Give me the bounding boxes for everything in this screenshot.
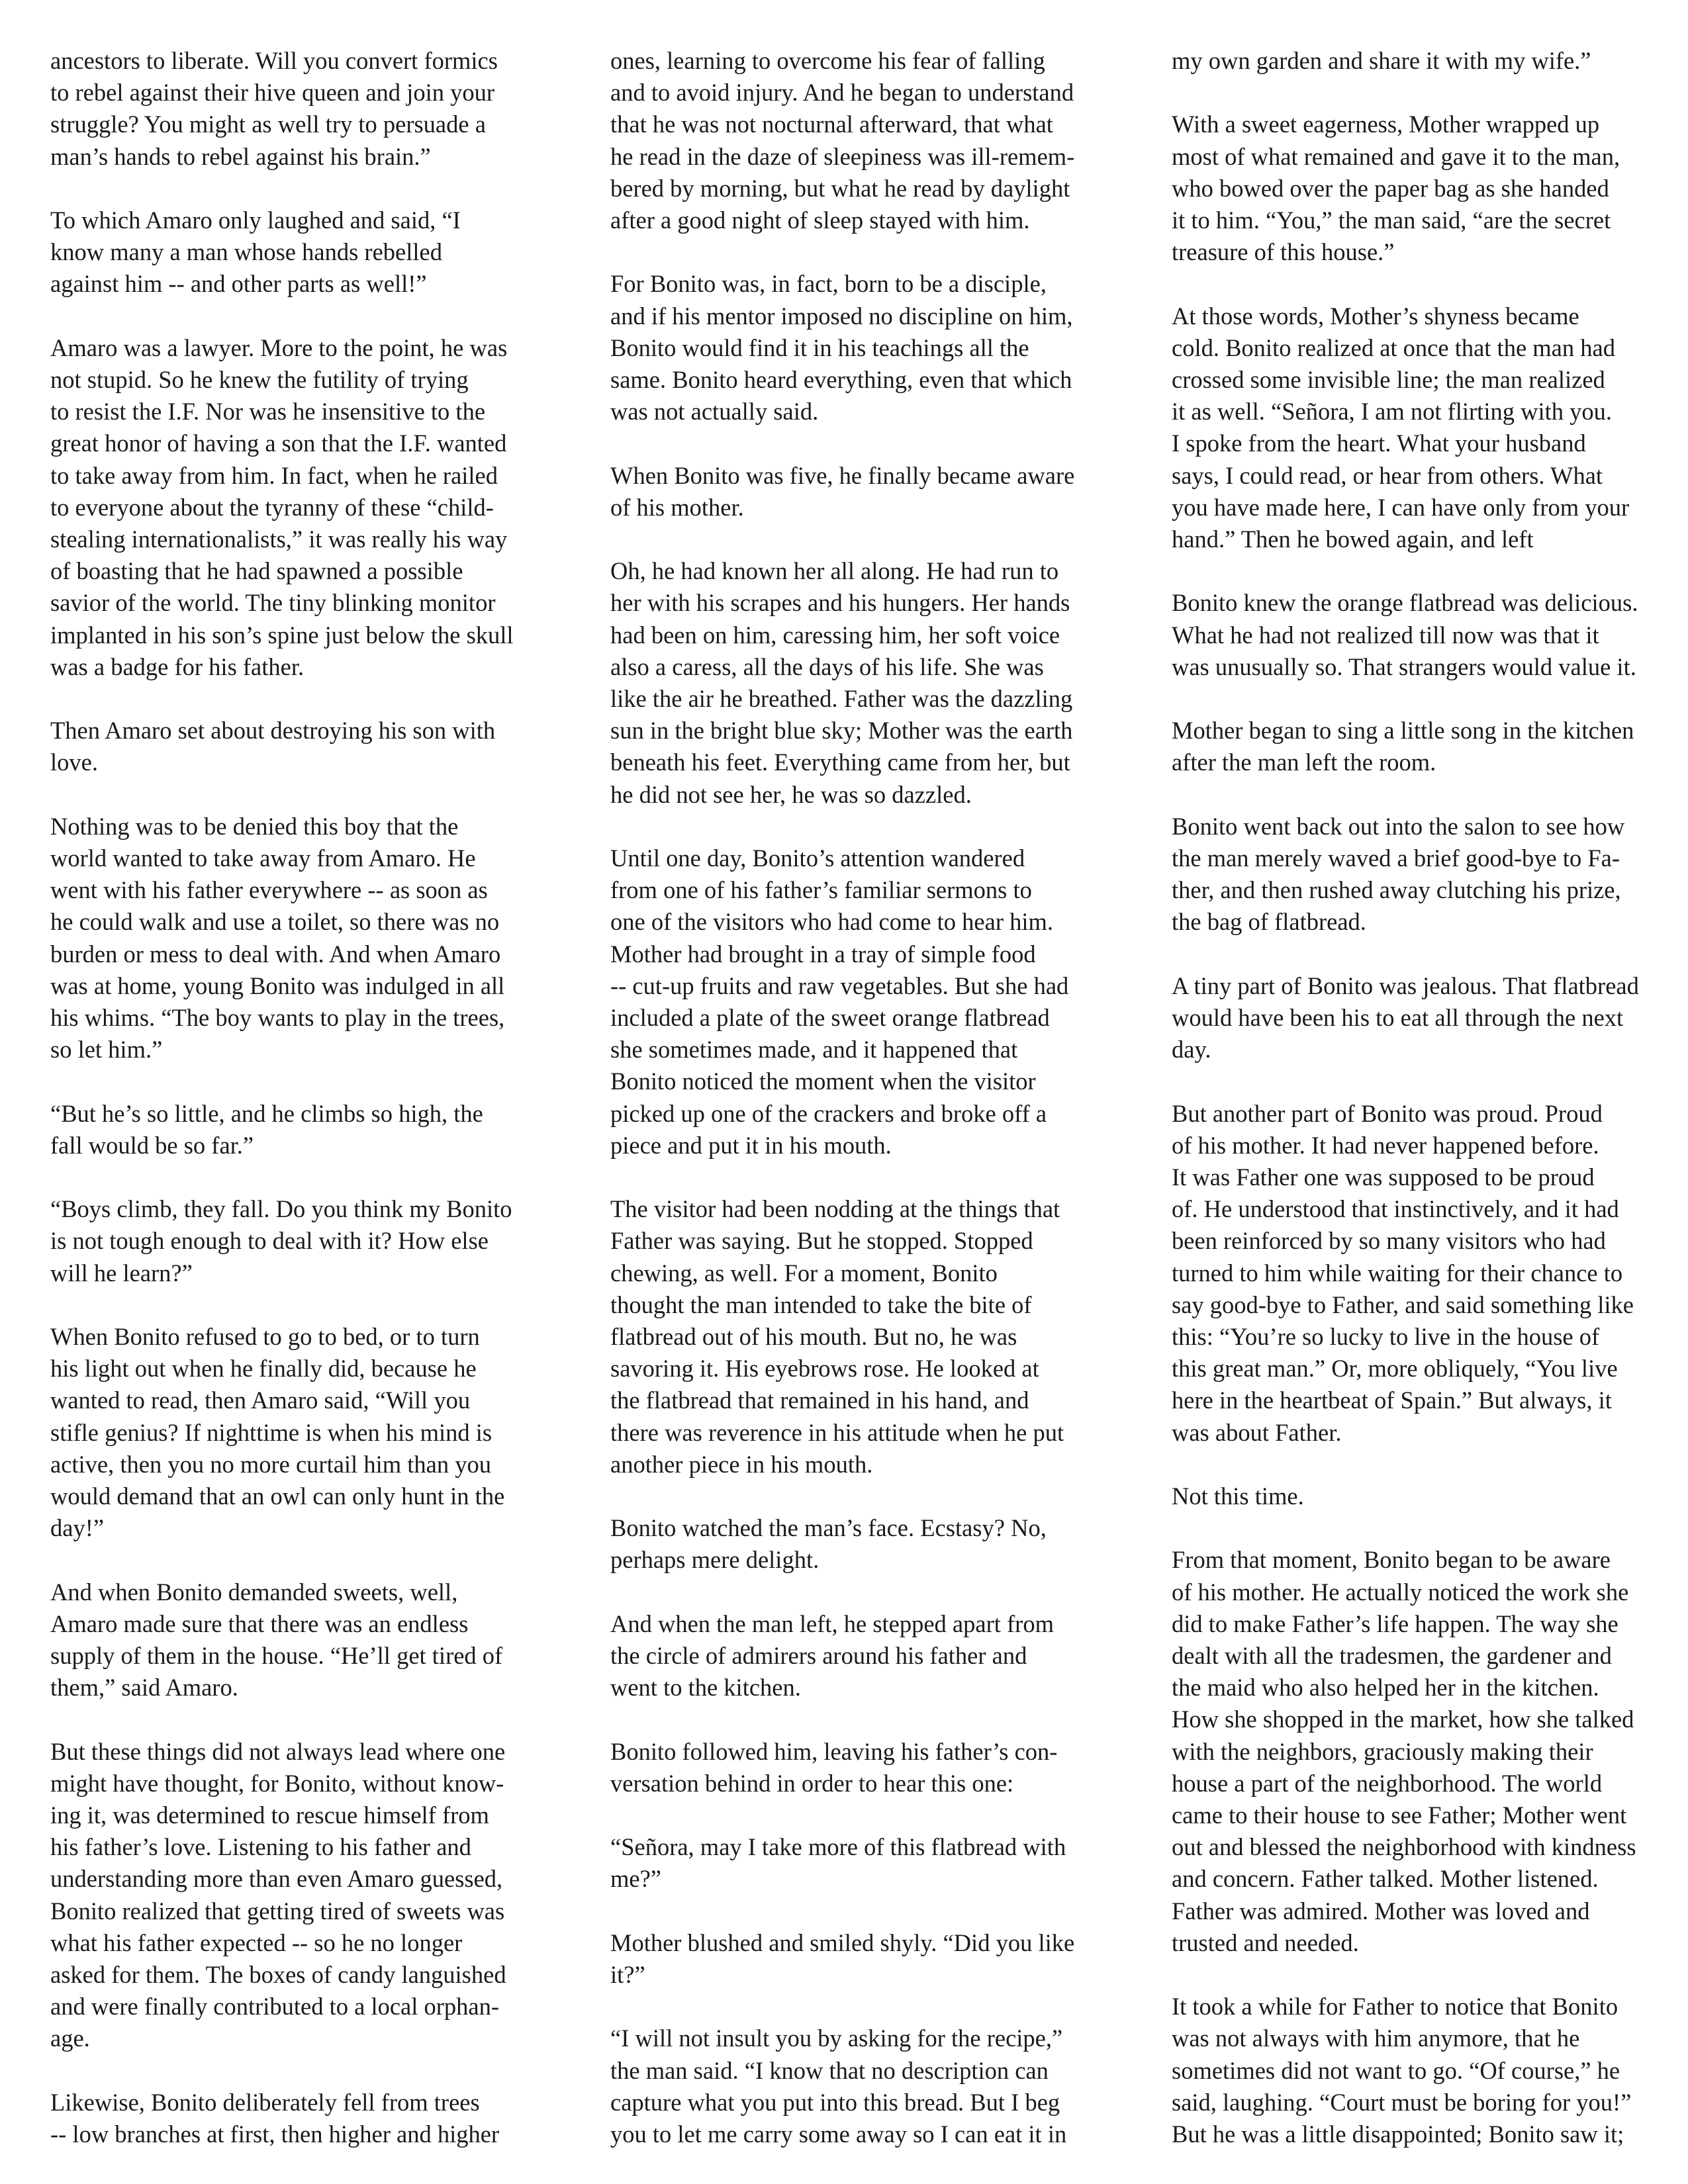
text-line: “Boys climb, they fall. Do you think my Bonito [50,1195,512,1223]
text-line: the bag of flatbread. [1172,908,1366,936]
text-line: ther, and then rushed away clutching his prize, [1172,876,1621,904]
text-line: And when Bonito demanded sweets, well, [50,1578,458,1606]
text-line: so let him.” [50,1036,163,1064]
text-line: you to let me carry some away so I can eat it in [610,2120,1067,2148]
text-line: this great man.” Or, more obliquely, “You live [1172,1355,1618,1383]
text-line: Nothing was to be denied this boy that the [50,812,459,840]
paragraph [610,1512,1125,1576]
paragraph [610,1927,1125,1991]
text-line: this: “You’re so lucky to live in the house of [1172,1323,1600,1351]
paragraph [50,1321,561,1544]
text-line: savior of the world. The tiny blinking monitor [50,589,496,617]
paragraph [1172,300,1665,556]
text-line: love. [50,749,98,776]
text-line: same. Bonito heard everything, even that which [610,366,1072,394]
paragraph [610,2023,1125,2150]
paragraph [1172,970,1665,1066]
text-line: you have made here, I can have only from your [1172,493,1630,521]
text-line: chewing, as well. For a moment, Bonito [610,1259,998,1287]
text-line: But he was a little disappointed; Bonito saw it; [1172,2120,1624,2148]
column-3 [1172,45,1665,2150]
text-line: understanding more than even Amaro guessed, [50,1865,503,1893]
text-line: here in the heartbeat of Spain.” But always, it [1172,1387,1612,1414]
text-line: might have thought, for Bonito, without know- [50,1769,504,1797]
text-line: out and blessed the neighborhood with kindness [1172,1833,1636,1861]
text-line: Bonito noticed the moment when the visitor [610,1068,1036,1095]
text-line: been reinforced by so many visitors who had [1172,1227,1606,1255]
column-2 [610,45,1125,2150]
text-line: after the man left the room. [1172,749,1436,776]
text-line: With a sweet eagerness, Mother wrapped up [1172,111,1600,138]
text-line: he could walk and use a toilet, so there was no [50,908,500,936]
text-line: versation behind in order to hear this one: [610,1769,1014,1797]
text-line: great honor of having a son that the I.F. wanted [50,430,507,457]
text-line: -- low branches at first, then higher and higher [50,2120,500,2148]
text-line: it to him. “You,” the man said, “are the secret [1172,206,1611,234]
text-line: of his mother. It had never happened before. [1172,1131,1599,1159]
text-line: “I will not insult you by asking for the recipe,” [610,2025,1063,2052]
text-line: age. [50,2025,90,2052]
text-line: active, then you no more curtail him than you [50,1450,491,1478]
text-line: stealing internationalists,” it was really his way [50,525,508,553]
text-line: thought the man intended to take the bite of [610,1291,1032,1318]
text-line: What he had not realized till now was that it [1172,621,1599,649]
text-line: with the neighbors, graciously making their [1172,1737,1593,1765]
text-line: stifle genius? If nighttime is when his mind is [50,1418,492,1446]
text-line: “Señora, may I take more of this flatbread with [610,1833,1066,1861]
text-line: day!” [50,1514,105,1542]
text-line: At those words, Mother’s shyness became [1172,302,1579,330]
text-line: of boasting that he had spawned a possible [50,557,463,585]
text-line: ancestors to liberate. Will you convert formics [50,47,498,74]
text-line: there was reverence in his attitude when he put [610,1418,1064,1446]
paragraph [610,1831,1125,1895]
text-line: she sometimes made, and it happened that [610,1036,1018,1064]
paragraph [50,1576,561,1704]
text-line: what his father expected -- so he no longer [50,1929,463,1956]
text-line: ones, learning to overcome his fear of falling [610,47,1045,74]
paragraph [1172,587,1665,683]
text-line: was not always with him anymore, that he [1172,2025,1580,2052]
paragraph [1172,1544,1665,1959]
text-line: of his mother. [610,493,744,521]
text-line: “But he’s so little, and he climbs so high, the [50,1099,483,1127]
text-line: ing it, was determined to rescue himself from [50,1801,489,1829]
text-line: The visitor had been nodding at the things that [610,1195,1060,1223]
text-line: perhaps mere delight. [610,1546,820,1574]
text-line: went to the kitchen. [610,1674,801,1702]
text-line: day. [1172,1036,1211,1064]
text-line: to rebel against their hive queen and join your [50,79,494,107]
text-line: trusted and needed. [1172,1929,1359,1956]
paragraph [610,842,1125,1161]
text-line: sometimes did not want to go. “Of course,” he [1172,2056,1620,2084]
text-line: Not this time. [1172,1482,1304,1510]
text-line: the flatbread that remained in his hand, and [610,1387,1029,1414]
text-line: treasure of this house.” [1172,238,1395,266]
text-line: savoring it. His eyebrows rose. He looked at [610,1355,1039,1383]
text-line: world wanted to take away from Amaro. He [50,844,476,872]
column-1 [50,45,561,2150]
text-line: was about Father. [1172,1418,1342,1446]
text-line: burden or mess to deal with. And when Amaro [50,940,501,968]
text-line: It took a while for Father to notice that Bonito [1172,1993,1618,2021]
text-line: Amaro was a lawyer. More to the point, he was [50,334,508,361]
text-line: turned to him while waiting for their chance to [1172,1259,1623,1287]
text-line: Amaro made sure that there was an endless [50,1610,469,1637]
text-line: It was Father one was supposed to be proud [1172,1163,1595,1191]
text-line: How she shopped in the market, how she talked [1172,1706,1634,1733]
text-line: to take away from him. In fact, when he railed [50,461,498,489]
text-line: like the air he breathed. Father was the dazzling [610,685,1073,713]
text-line: that he was not nocturnal afterward, that what [610,111,1053,138]
text-line: crossed some invisible line; the man realized [1172,366,1605,393]
text-columns [50,45,1663,2150]
text-line: Oh, he had known her all along. He had run to [610,557,1059,585]
text-line: piece and put it in his mouth. [610,1131,892,1159]
paragraph [610,460,1125,523]
text-line: the circle of admirers around his father and [610,1642,1027,1670]
paragraph [1172,109,1665,268]
text-line: was not actually said. [610,398,819,426]
text-line: went with his father everywhere -- as soon as [50,876,488,904]
text-line: cold. Bonito realized at once that the man had [1172,334,1615,361]
text-line: to resist the I.F. Nor was he insensitive to the [50,398,486,426]
text-line: them,” said Amaro. [50,1674,238,1702]
text-line: his light out when he finally did, because he [50,1355,477,1383]
text-line: would demand that an owl can only hunt in the [50,1482,505,1510]
text-line: me?” [610,1865,661,1893]
text-line: was at home, young Bonito was indulged in all [50,972,505,999]
text-line: did to make Father’s life happen. The way she [1172,1610,1618,1637]
text-line: And when the man left, he stepped apart from [610,1610,1054,1637]
text-line: after a good night of sleep stayed with him. [610,206,1030,234]
paragraph [610,268,1125,428]
text-line: my own garden and share it with my wife.” [1172,47,1591,74]
text-line: To which Amaro only laughed and said, “I [50,206,461,234]
text-line: supply of them in the house. “He’ll get tired of [50,1642,503,1670]
text-line: and to avoid injury. And he began to understand [610,79,1074,107]
text-line: it as well. “Señora, I am not flirting with you. [1172,398,1612,426]
paragraph [50,205,561,300]
text-line: When Bonito was five, he finally became aware [610,461,1075,489]
paragraph [50,2087,561,2150]
text-line: bered by morning, but what he read by daylight [610,174,1070,202]
paragraph [1172,1991,1665,2150]
paragraph [50,1098,561,1161]
text-line: -- cut-up fruits and raw vegetables. But she had [610,972,1069,999]
text-line: say good-bye to Father, and said something like [1172,1291,1634,1318]
paragraph [50,1736,561,2055]
text-line: When Bonito refused to go to bed, or to turn [50,1323,480,1351]
text-line: Bonito followed him, leaving his father’s con- [610,1737,1058,1765]
text-line: to everyone about the tyranny of these “child- [50,493,494,521]
text-line: his whims. “The boy wants to play in the trees, [50,1004,505,1032]
text-line: capture what you put into this bread. But I beg [610,2088,1060,2116]
paragraph [1172,1480,1665,1512]
paragraph [50,332,561,683]
text-line: Father was saying. But he stopped. Stopped [610,1227,1033,1255]
text-line: Until one day, Bonito’s attention wandered [610,844,1025,872]
text-line: he did not see her, he was so dazzled. [610,780,972,808]
text-line: and concern. Father talked. Mother listened. [1172,1865,1599,1893]
text-line: Bonito realized that getting tired of sweets was [50,1897,505,1925]
text-line: said, laughing. “Court must be boring for you!” [1172,2088,1632,2116]
paragraph [50,45,561,173]
text-line: hand.” Then he bowed again, and left [1172,525,1534,553]
text-line: A tiny part of Bonito was jealous. That flatbread [1172,972,1639,999]
text-line: also a caress, all the days of his life. She was [610,653,1044,680]
text-line: fall would be so far.” [50,1131,254,1159]
text-line: he read in the daze of sleepiness was ill-remem- [610,142,1075,170]
text-line: one of the visitors who had come to hear him. [610,908,1054,936]
text-line: But another part of Bonito was proud. Proud [1172,1099,1603,1127]
text-line: the maid who also helped her in the kitchen. [1172,1674,1599,1702]
text-line: is not tough enough to deal with it? How else [50,1227,489,1255]
paragraph [1172,1098,1665,1449]
text-line: Mother blushed and smiled shyly. “Did you like [610,1929,1075,1956]
paragraph [1172,45,1665,77]
text-line: I spoke from the heart. What your husband [1172,430,1586,457]
text-line: not stupid. So he knew the futility of trying [50,366,469,393]
text-line: Mother had brought in a tray of simple food [610,940,1036,968]
text-line: had been on him, caressing him, her soft voice [610,621,1060,649]
text-line: against him -- and other parts as well!” [50,270,427,298]
paragraph [610,1193,1125,1480]
text-line: From that moment, Bonito began to be aware [1172,1546,1611,1574]
text-line: sun in the bright blue sky; Mother was the earth [610,717,1073,745]
text-line: flatbread out of his mouth. But no, he was [610,1323,1017,1351]
paragraph [1172,811,1665,938]
text-line: man’s hands to rebel against his brain.” [50,142,431,170]
paragraph [610,555,1125,811]
text-line: and were finally contributed to a local orphan- [50,1993,500,2021]
text-line: came to their house to see Father; Mother went [1172,1801,1627,1829]
text-line: would have been his to eat all through the next [1172,1004,1624,1031]
text-line: of. He understood that instinctively, and it had [1172,1195,1619,1223]
text-line: included a plate of the sweet orange flatbread [610,1004,1050,1032]
text-line: was unusually so. That strangers would value it. [1172,653,1636,680]
text-line: Mother began to sing a little song in the kitchen [1172,717,1634,745]
paragraph [610,1608,1125,1704]
text-line: dealt with all the tradesmen, the gardener and [1172,1642,1612,1670]
text-line: beneath his feet. Everything came from her, but [610,749,1070,776]
text-line: her with his scrapes and his hungers. Her hands [610,589,1070,617]
text-line: Father was admired. Mother was loved and [1172,1897,1590,1925]
text-line: Then Amaro set about destroying his son with [50,717,496,745]
text-line: house a part of the neighborhood. The world [1172,1769,1603,1797]
paragraph [50,1193,561,1289]
text-line: Bonito knew the orange flatbread was delicious. [1172,589,1638,617]
text-line: wanted to read, then Amaro said, “Will you [50,1387,471,1414]
text-line: says, I could read, or hear from others. What [1172,461,1603,489]
text-line: Bonito watched the man’s face. Ecstasy? No, [610,1514,1047,1542]
text-line: Likewise, Bonito deliberately fell from trees [50,2088,480,2116]
text-line: implanted in his son’s spine just below the skull [50,621,514,649]
text-line: from one of his father’s familiar sermons to [610,876,1032,904]
paragraph [610,1736,1125,1799]
text-line: asked for them. The boxes of candy languished [50,1961,506,1989]
text-line: another piece in his mouth. [610,1450,873,1478]
text-line: picked up one of the crackers and broke off a [610,1099,1047,1127]
text-line: his father’s love. Listening to his father and [50,1833,471,1861]
text-line: was a badge for his father. [50,653,305,680]
text-line: Bonito would find it in his teachings all the [610,334,1029,361]
text-line: the man merely waved a brief good-bye to Fa- [1172,844,1620,872]
text-line: For Bonito was, in fact, born to be a disciple, [610,270,1047,298]
text-line: of his mother. He actually noticed the work she [1172,1578,1629,1606]
text-line: most of what remained and gave it to the man, [1172,142,1620,170]
text-line: it?” [610,1961,645,1989]
text-line: struggle? You might as well try to persuade a [50,111,486,138]
text-line: and if his mentor imposed no discipline on him, [610,302,1073,330]
text-line: But these things did not always lead where one [50,1737,506,1765]
paragraph [50,715,561,778]
text-line: who bowed over the paper bag as she handed [1172,174,1609,202]
paragraph [610,45,1125,236]
text-line: the man said. “I know that no description can [610,2056,1049,2084]
paragraph [1172,715,1665,778]
text-line: Bonito went back out into the salon to see how [1172,812,1625,840]
text-line: know many a man whose hands rebelled [50,238,442,266]
paragraph [50,811,561,1066]
text-line: will he learn?” [50,1259,193,1287]
